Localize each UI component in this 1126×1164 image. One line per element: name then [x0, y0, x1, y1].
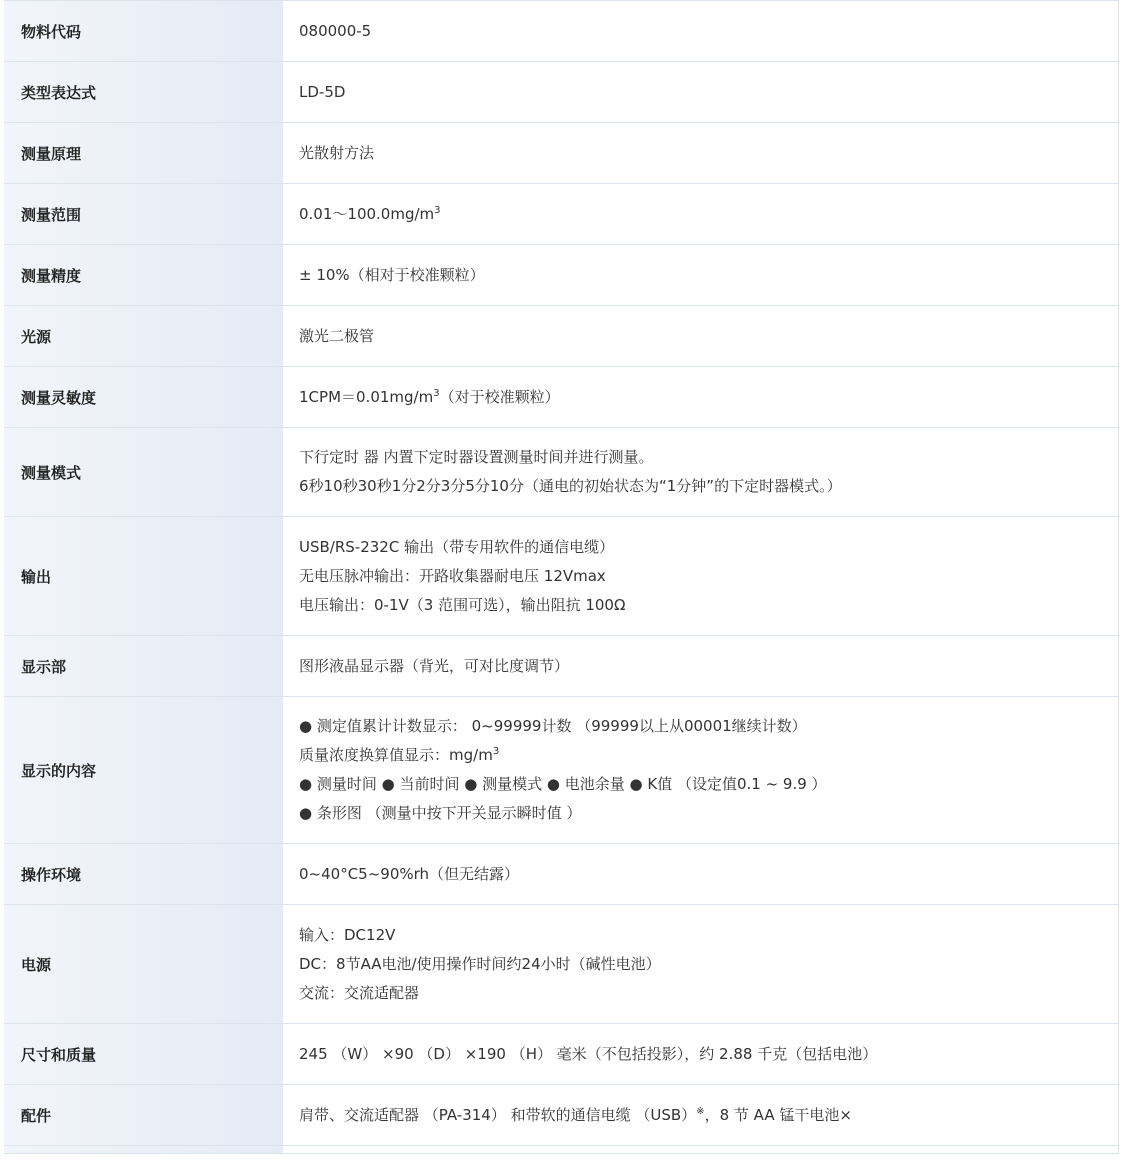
spec-value-line: 0~40°C5~90%rh（但无结露） — [299, 864, 520, 883]
spec-value — [283, 905, 1119, 1024]
spec-value-line: 图形液晶显示器（背光，可对比度调节） — [299, 656, 570, 675]
spec-value-line: ● 测定值累计计数显示： 0~99999计数 （99999以上从00001继续计数） — [299, 717, 807, 735]
spec-label: 尺寸和质量 — [4, 1024, 283, 1085]
spec-value-line: ± 10%（相对于校准颗粒） — [299, 265, 485, 284]
spec-row — [4, 306, 1119, 367]
spec-row — [4, 184, 1119, 245]
spec-row — [4, 1024, 1119, 1085]
spec-value-line: USB/RS-232C 输出（带专用软件的通信电缆） — [299, 537, 615, 556]
spec-value-line — [299, 741, 1118, 770]
spec-row — [4, 1085, 1119, 1146]
spec-row-partial — [4, 1146, 1119, 1154]
spec-value-line: 电压输出：0-1V（3 范围可选），输出阻抗 100Ω — [299, 595, 626, 614]
spec-value — [283, 1024, 1119, 1085]
spec-value-text: （对于校准颗粒） — [439, 387, 560, 406]
spec-label: 物料代码 — [4, 1, 283, 62]
spec-value — [283, 367, 1119, 428]
spec-value — [283, 428, 1119, 517]
spec-value-line: 无电压脉冲输出：开路收集器耐电压 12Vmax — [299, 566, 606, 585]
spec-value — [283, 517, 1119, 636]
spec-value-line: ● 测量时间 ● 当前时间 ● 测量模式 ● 电池余量 ● K值 （设定值0.1 ~ 9.9 ） — [299, 775, 827, 793]
superscript: 3 — [492, 746, 500, 757]
spec-value-line: 交流：交流适配器 — [299, 983, 420, 1002]
spec-row — [4, 697, 1119, 844]
spec-row — [4, 123, 1119, 184]
spec-value-line — [299, 383, 1118, 412]
spec-row — [4, 905, 1119, 1024]
spec-label — [4, 1146, 283, 1154]
spec-row — [4, 428, 1119, 517]
spec-value — [283, 1085, 1119, 1146]
spec-value-line — [299, 200, 1118, 229]
superscript: 3 — [434, 204, 441, 216]
spec-value — [283, 184, 1119, 245]
spec-label: 测量灵敏度 — [4, 367, 283, 428]
spec-value-line: 080000-5 — [299, 21, 372, 40]
spec-label: 测量范围 — [4, 184, 283, 245]
spec-label: 输出 — [4, 517, 283, 636]
spec-value — [283, 1146, 1119, 1154]
spec-label: 显示部 — [4, 636, 283, 697]
spec-row — [4, 1, 1119, 62]
spec-value-text: 肩带、交流适配器 （PA-314） 和带软的通信电缆 （USB） — [299, 1105, 697, 1124]
spec-value-line: LD-5D — [299, 82, 346, 101]
spec-label: 配件 — [4, 1085, 283, 1146]
spec-label: 测量模式 — [4, 428, 283, 517]
spec-value — [283, 697, 1119, 844]
spec-value — [283, 844, 1119, 905]
spec-label: 类型表达式 — [4, 62, 283, 123]
superscript: 3 — [433, 387, 440, 399]
spec-value-line: 输入：DC12V — [299, 925, 396, 944]
spec-table — [4, 0, 1119, 1154]
spec-label: 测量原理 — [4, 123, 283, 184]
spec-value-line: 光散射方法 — [299, 143, 375, 162]
spec-value — [283, 123, 1119, 184]
spec-value-text: 0.01～100.0mg/m — [299, 204, 435, 223]
spec-value-line: ● 条形图 （测量中按下开关显示瞬时值 ） — [299, 804, 582, 822]
spec-value — [283, 306, 1119, 367]
spec-label: 显示的内容 — [4, 697, 283, 844]
spec-table-body — [4, 1, 1119, 1154]
spec-row — [4, 517, 1119, 636]
spec-label: 操作环境 — [4, 844, 283, 905]
spec-label: 电源 — [4, 905, 283, 1024]
spec-label: 光源 — [4, 306, 283, 367]
spec-row — [4, 367, 1119, 428]
spec-value-line: 6秒10秒30秒1分2分3分5分10分（通电的初始状态为“1分钟”的下定时器模式。） — [299, 477, 842, 495]
spec-value — [283, 245, 1119, 306]
spec-value-line: DC：8节AA电池/使用操作时间约24小时（碱性电池） — [299, 954, 661, 973]
spec-value-line: 245 （W） ×90 （D） ×190 （H） 毫米（不包括投影），约 2.88 千克（包括电池） — [299, 1044, 878, 1063]
spec-label: 测量精度 — [4, 245, 283, 306]
spec-row — [4, 245, 1119, 306]
spec-value — [283, 636, 1119, 697]
spec-row — [4, 844, 1119, 905]
spec-value-text: 1CPM＝0.01mg/m — [299, 387, 434, 406]
spec-row — [4, 62, 1119, 123]
spec-value — [283, 62, 1119, 123]
spec-value-text: ，8 节 AA 锰干电池× — [704, 1105, 852, 1124]
spec-value-line: 激光二极管 — [299, 326, 375, 345]
spec-value-text: 质量浓度换算值显示：mg/m — [299, 746, 493, 764]
spec-value-line: 下行定时 器 内置下定时器设置测量时间并进行测量。 — [299, 448, 654, 466]
spec-row — [4, 636, 1119, 697]
spec-value — [283, 1, 1119, 62]
superscript: ※ — [696, 1105, 705, 1117]
spec-value-line — [299, 1101, 1118, 1130]
